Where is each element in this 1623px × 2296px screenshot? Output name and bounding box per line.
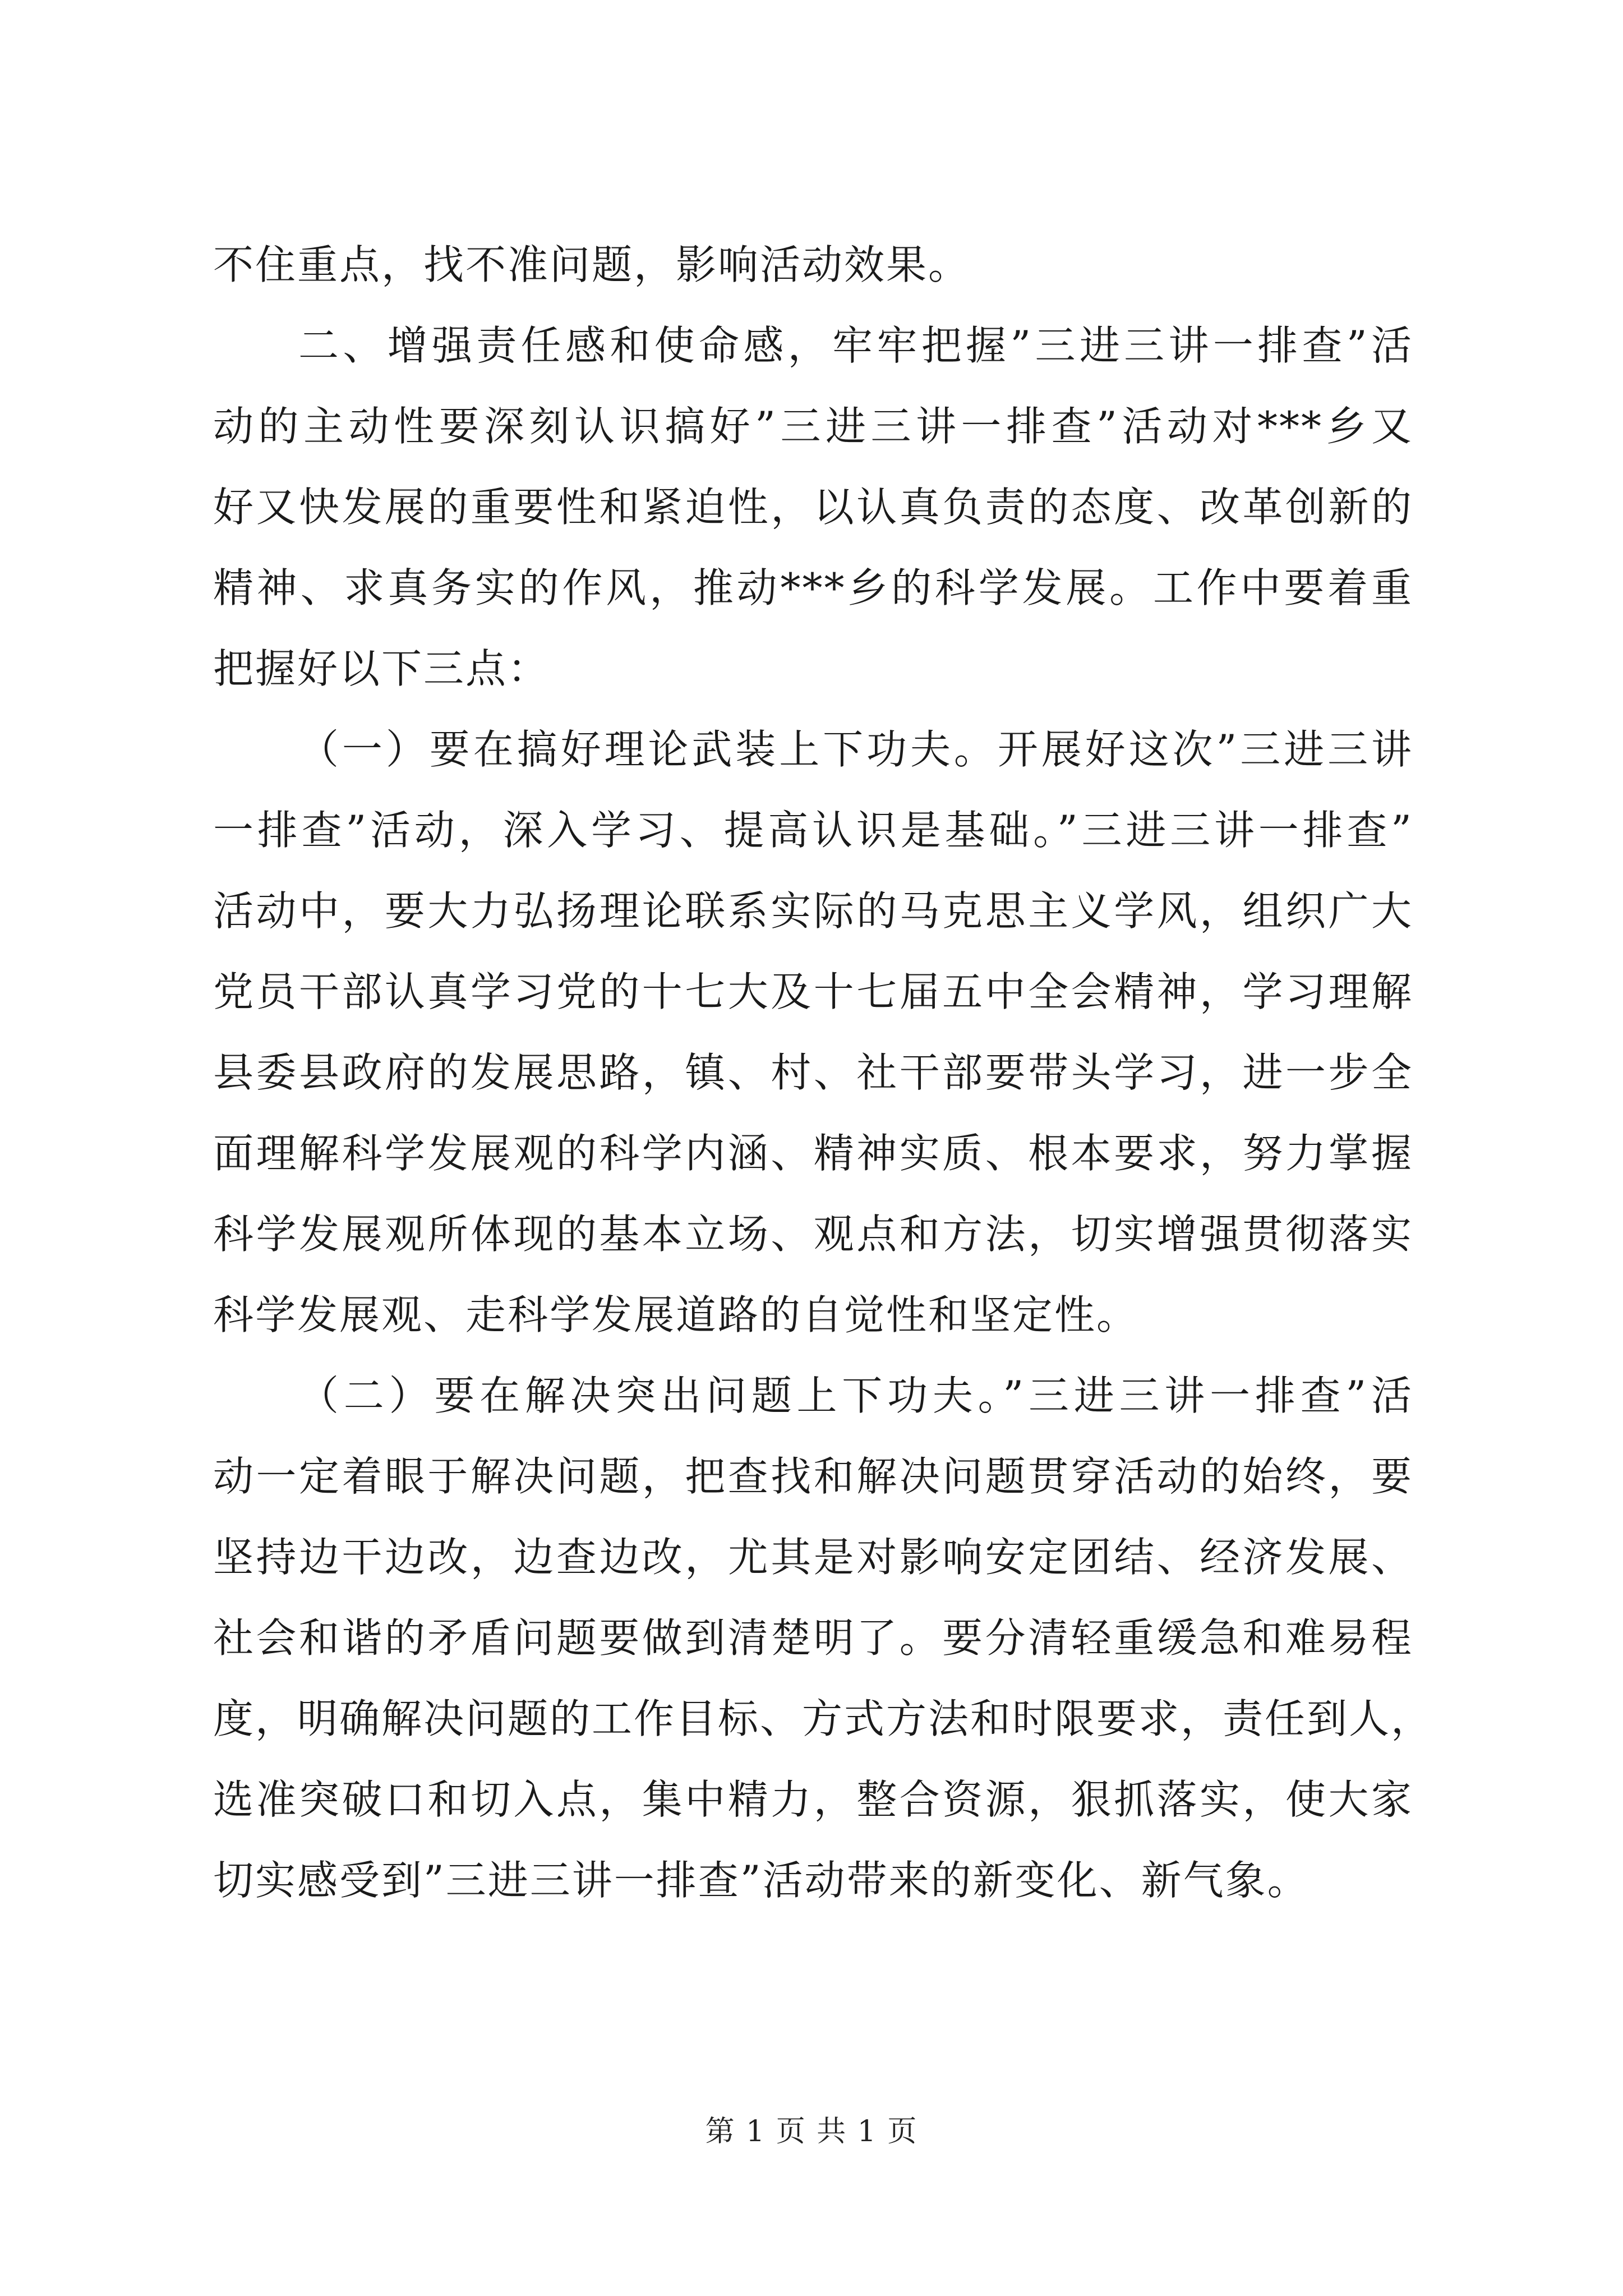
text-line: 动的主动性要深刻认识搞好”三进三讲一排查”活动对***乡又: [213, 403, 1413, 450]
text-line: 切实感受到”三进三讲一排查”活动带来的新变化、新气象。: [213, 1857, 1310, 1904]
text-line: 把握好以下三点：: [213, 645, 550, 692]
text-line: 一排查”活动，深入学习、提高认识是基础。”三进三讲一排查”: [213, 807, 1413, 854]
text-line: 科学发展观、走科学发展道路的自觉性和坚定性。: [213, 1291, 1139, 1338]
page-footer: 第 1 页 共 1 页: [705, 2115, 918, 2148]
text-line: 县委县政府的发展思路，镇、村、社干部要带头学习，进一步全: [213, 1049, 1413, 1096]
document-body: [213, 224, 1433, 1921]
text-line: 不住重点，找不准问题，影响活动效果。: [213, 241, 971, 288]
text-line: 坚持边干边改，边查边改，尤其是对影响安定团结、经济发展、: [213, 1534, 1413, 1581]
text-line: 度，明确解决问题的工作目标、方式方法和时限要求，责任到人，: [213, 1695, 1433, 1742]
text-line: （二）要在解决突出问题上下功夫。”三进三讲一排查”活: [298, 1372, 1413, 1419]
text-line: 党员干部认真学习党的十七大及十七届五中全会精神，学习理解: [213, 968, 1413, 1015]
text-line: 选准突破口和切入点，集中精力，整合资源，狠抓落实，使大家: [213, 1776, 1413, 1823]
text-line: （一）要在搞好理论武装上下功夫。开展好这次”三进三讲: [298, 726, 1413, 773]
text-line: 面理解科学发展观的科学内涵、精神实质、根本要求，努力掌握: [213, 1130, 1413, 1177]
text-line: 活动中，要大力弘扬理论联系实际的马克思主义学风，组织广大: [213, 887, 1413, 935]
text-line: 社会和谐的矛盾问题要做到清楚明了。要分清轻重缓急和难易程: [213, 1614, 1413, 1662]
text-line: 精神、求真务实的作风，推动***乡的科学发展。工作中要着重: [213, 564, 1413, 611]
text-line: 动一定着眼于解决问题，把查找和解决问题贯穿活动的始终，要: [213, 1453, 1413, 1500]
text-line: 科学发展观所体现的基本立场、观点和方法，切实增强贯彻落实: [213, 1211, 1413, 1258]
text-line: 二、增强责任感和使命感，牢牢把握”三进三讲一排查”活: [298, 322, 1413, 369]
text-line: 好又快发展的重要性和紧迫性，以认真负责的态度、改革创新的: [213, 484, 1413, 531]
